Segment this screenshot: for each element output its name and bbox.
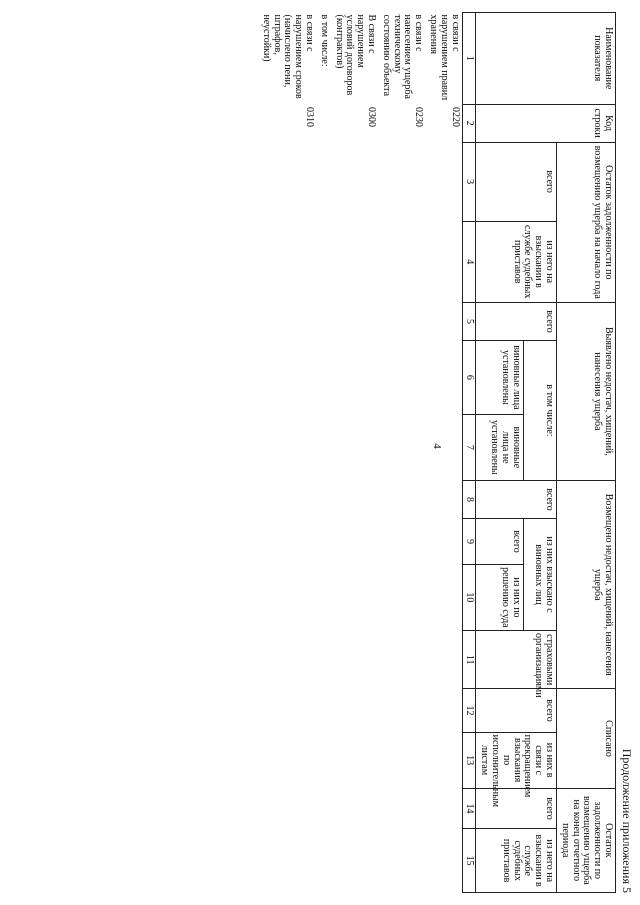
col-num: 6 bbox=[462, 341, 476, 415]
row-label: В связи с нарушением условий договоров (контрактов) bbox=[333, 14, 378, 96]
detected-header: Выявлено недостач, хищений, нанесения ущерба bbox=[557, 302, 616, 480]
table-row bbox=[425, 13, 462, 893]
detected-total: всего bbox=[476, 302, 557, 340]
compensated-header: Возмещено недостач, хищений, нанесения ущерба bbox=[557, 480, 616, 689]
page-number: 4 bbox=[430, 443, 443, 449]
balance-start-total: всего bbox=[476, 142, 557, 221]
col-num: 1 bbox=[462, 13, 476, 105]
balance-end-header: Остаток задолженности по возмещению ущерба на конец отчетного периода bbox=[557, 788, 616, 892]
appendix-note: Продолжение приложения 5 bbox=[620, 748, 634, 893]
table-row bbox=[378, 13, 425, 893]
compensated-total: всего bbox=[476, 480, 557, 518]
court-header: из них по решению суда bbox=[476, 564, 523, 630]
written-off-total: всего bbox=[476, 689, 557, 732]
col-num: 7 bbox=[462, 414, 476, 480]
col-num: 8 bbox=[462, 480, 476, 518]
column-numbers-row bbox=[462, 13, 476, 893]
recovered-total: всего bbox=[476, 519, 523, 565]
balance-end-total: всего bbox=[476, 788, 557, 829]
col-num: 13 bbox=[462, 732, 476, 788]
insurers-header: страховыми организациями bbox=[476, 630, 557, 689]
table-row bbox=[316, 13, 331, 893]
col-num: 10 bbox=[462, 564, 476, 630]
row-code: 0300 bbox=[366, 107, 378, 128]
written-off-terminated: из них в связи с прекращением взыскания по исполнительным листам bbox=[476, 732, 557, 788]
col-num: 11 bbox=[462, 630, 476, 689]
row-code: 0220 bbox=[449, 107, 461, 128]
including-header: в том числе: bbox=[523, 341, 556, 481]
row-label: в том числе: bbox=[318, 14, 330, 67]
balance-start-header: Остаток задолженности по возмещению ущерба на начало года bbox=[557, 142, 616, 302]
col-num: 9 bbox=[462, 519, 476, 565]
row-label: в связи с нанесением ущерба техническому состоянию объекта bbox=[380, 14, 425, 99]
col-num: 3 bbox=[462, 142, 476, 221]
row-label: в связи с нарушением правил хранения bbox=[428, 14, 461, 101]
table-row bbox=[258, 13, 316, 893]
table-row bbox=[331, 13, 378, 893]
row-code: 0230 bbox=[413, 107, 425, 128]
col-num: 15 bbox=[462, 829, 476, 893]
code-header: Код строки bbox=[476, 104, 616, 142]
culprits-found-header: виновные лица установлены bbox=[476, 341, 523, 415]
row-code bbox=[316, 104, 331, 142]
written-off-header: Списано bbox=[557, 689, 616, 788]
header-row-1 bbox=[557, 13, 616, 893]
row-label: в связи с нарушением сроков (начислено пени, штрафов, неустойки) bbox=[260, 14, 316, 99]
balance-start-collection: из него на взыскании в службе судебных приставов bbox=[476, 221, 557, 302]
culprits-not-found-header: виновные лица не установлены bbox=[476, 414, 523, 480]
report-table bbox=[258, 12, 616, 893]
col-num: 5 bbox=[462, 302, 476, 340]
row-code: 0310 bbox=[304, 107, 316, 128]
col-num: 12 bbox=[462, 689, 476, 732]
indicator-header: Наименование показателя bbox=[476, 13, 616, 105]
col-num: 14 bbox=[462, 788, 476, 829]
header-row-2 bbox=[523, 13, 556, 893]
col-num: 2 bbox=[462, 104, 476, 142]
col-num: 4 bbox=[462, 221, 476, 302]
balance-end-collection: из него на взыскании в службе судебных приставов bbox=[476, 829, 557, 893]
recovered-header: из них взыскано с виновных лиц bbox=[523, 519, 556, 631]
